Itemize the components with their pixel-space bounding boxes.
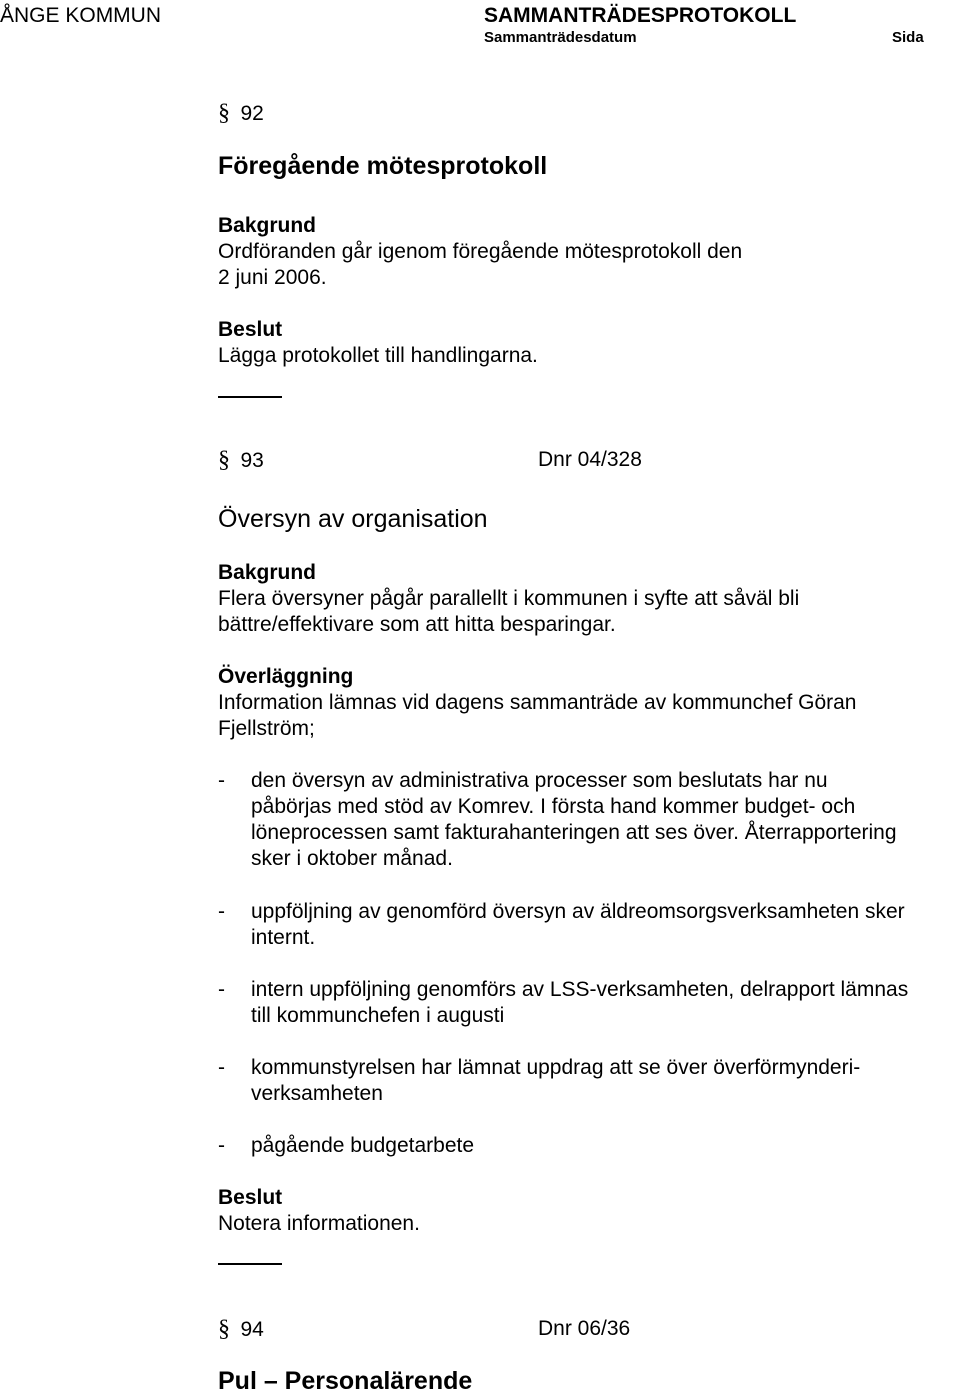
paragraph-sign: § [218,1316,230,1342]
list-item-line: löneprocessen samt fakturahanteringen att ses över. Återrapportering [251,821,897,844]
section-93-bakgrund-line: Flera översyner pågår parallellt i kommunen i syfte att såväl bli [218,587,800,610]
list-item-dash: - [218,978,225,1001]
section-92-beslut-text: Lägga protokollet till handlingarna. [218,344,538,367]
section-93-beslut-text: Notera informationen. [218,1212,420,1235]
section-92-number [218,100,264,127]
section-93-dnr: Dnr 04/328 [538,448,642,471]
section-93-bakgrund-line: bättre/effektivare som att hitta besparingar. [218,613,616,636]
list-item-line: uppföljning av genomförd översyn av äldreomsorgsverksamheten sker [251,900,905,923]
section-92-bakgrund-line: Ordföranden går igenom föregående mötesprotokoll den [218,240,743,263]
list-item-dash: - [218,1056,225,1079]
paragraph-sign: § [218,100,230,126]
list-item-line: kommunstyrelsen har lämnat uppdrag att se över överförmynderi- [251,1056,861,1079]
list-item-line: pågående budgetarbete [251,1134,475,1157]
meeting-date-label: Sammanträdesdatum [484,29,637,46]
list-item-dash: - [218,1134,225,1157]
page-label: Sida [892,29,924,46]
section-93-title: Översyn av organisation [218,505,488,533]
section-number: 93 [240,449,264,472]
section-92-bakgrund-line: 2 juni 2006. [218,266,327,289]
list-item-dash: - [218,769,225,792]
section-93-overlaggning-heading: Överläggning [218,665,354,688]
list-item-dash: - [218,900,225,923]
section-94-dnr: Dnr 06/36 [538,1317,631,1340]
section-93-bakgrund-heading: Bakgrund [218,561,317,584]
section-divider [218,1263,282,1265]
section-92-beslut-heading: Beslut [218,318,283,341]
section-94-number [218,1316,264,1343]
list-item-line: verksamheten [251,1082,383,1105]
section-divider [218,396,282,398]
list-item-line: den översyn av administrativa processer som beslutats har nu [251,769,828,792]
list-item-line: påbörjas med stöd av Komrev. I första hand kommer budget- och [251,795,856,818]
section-94-title: Pul – Personalärende [218,1367,473,1395]
section-92-bakgrund-heading: Bakgrund [218,214,317,237]
section-93-overlaggning-line: Fjellström; [218,717,315,740]
section-92-title: Föregående mötesprotokoll [218,152,548,180]
section-number: 92 [240,102,264,125]
section-93-number [218,447,264,474]
section-93-overlaggning-line: Information lämnas vid dagens sammanträde av kommunchef Göran [218,691,857,714]
section-93-beslut-heading: Beslut [218,1186,283,1209]
document-title: SAMMANTRÄDESPROTOKOLL [484,4,797,27]
paragraph-sign: § [218,447,230,473]
list-item-line: intern uppföljning genomförs av LSS-verksamheten, delrapport lämnas [251,978,909,1001]
list-item-line: sker i oktober månad. [251,847,453,870]
list-item-line: till kommunchefen i augusti [251,1004,505,1027]
organization-name: ÅNGE KOMMUN [0,4,162,27]
section-number: 94 [240,1318,264,1341]
list-item-line: internt. [251,926,316,949]
